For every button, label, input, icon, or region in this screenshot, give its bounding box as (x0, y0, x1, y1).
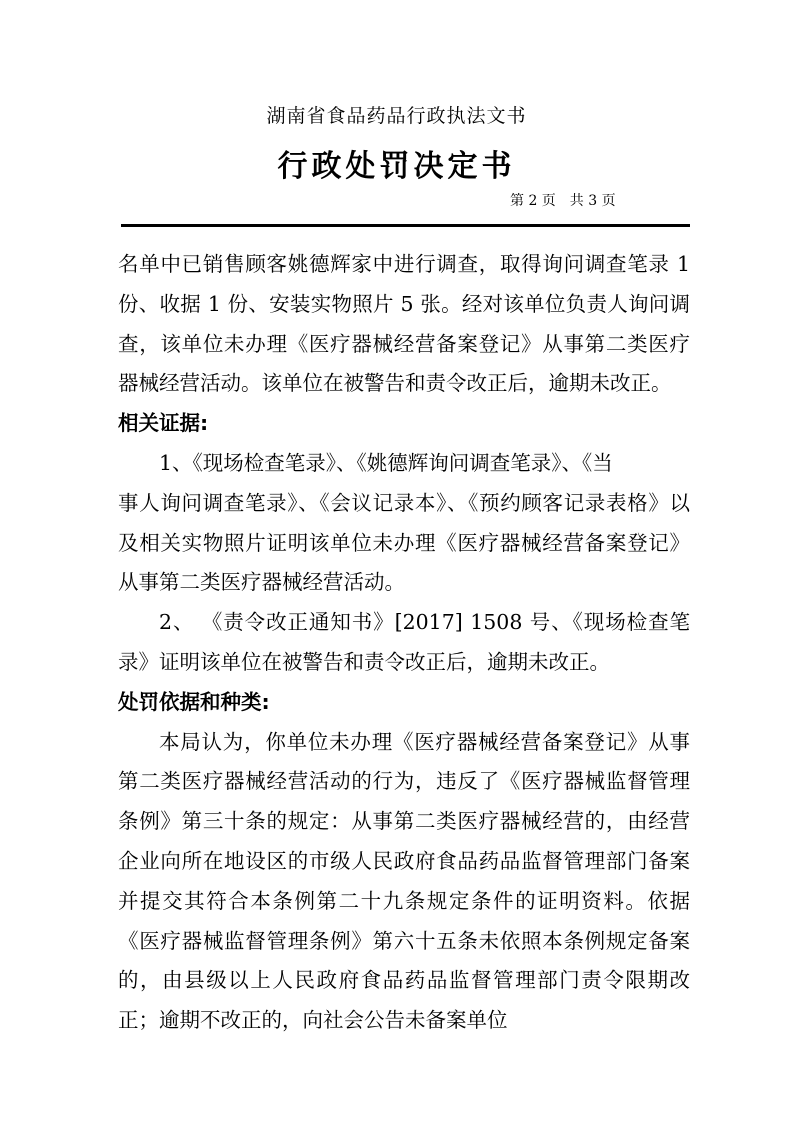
evidence-heading: 相关证据: (118, 411, 209, 436)
findings-paragraph: 名单中已销售顾客姚德辉家中进行调查，取得询问调查笔录 1 份、收据 1 份、安装实物照片 5 张。经对该单位负责人询问调查，该单位未办理《医疗器械经营备案登记》从事第二类医疗器械经营活动。该单位在被警告和责令改正后，逾期未改正。 (118, 252, 690, 396)
document-title: 行政处罚决定书 (277, 149, 516, 184)
penalty-basis-heading: 处罚依据和种类: (118, 689, 270, 714)
header-divider (121, 224, 690, 227)
evidence-item-1-first-line: 1、《现场检查笔录》、《姚德辉询问调查笔录》、《当 (159, 450, 613, 475)
document-body (118, 245, 690, 1041)
evidence-item-1-continued: 事人询问调查笔录》、《会议记录本》、《预约顾客记录表格》以及相关实物照片证明该单位未办理《医疗器械经营备案登记》从事第二类医疗器械经营活动。 (118, 490, 690, 595)
agency-header: 湖南省食品药品行政执法文书 (266, 105, 527, 127)
evidence-item-2: 2、 《责令改正通知书》[2017] 1508 号、《现场检查笔录》证明该单位在被警告和责令改正后，逾期未改正。 (118, 610, 690, 674)
page-indicator: 第 2 页 共 3 页 (510, 193, 616, 209)
penalty-basis-paragraph: 本局认为，你单位未办理《医疗器械经营备案登记》从事第二类医疗器械经营活动的行为，违反了《医疗器械监督管理条例》第三十条的规定：从事第二类医疗器械经营的，由经营企业向所在地设区的市级人民政府食品药品监督管理部门备案并提交其符合本条例第二十九条规定条件的证明资料。依据《医疗器械监督管理条例》第六十五条未依照本条例规定备案的，由县级以上人民政府食品药品监督管理部门责令限期改正；逾期不改正的，向社会公告未备案单位 (118, 729, 690, 1033)
